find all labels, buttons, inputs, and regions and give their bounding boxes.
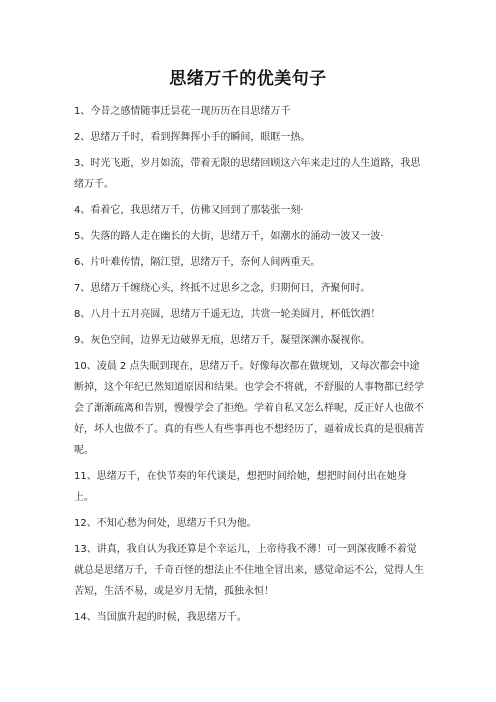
list-item: 1、今昔之感情随事迁昙花一现历历在目思绪万千 <box>74 106 291 117</box>
list-item: 12、不知心愁为何处，思绪万千只为他。 <box>74 518 257 529</box>
list-item: 10、凌晨 2 点失眠到现在，思绪万千。好像每次都在做规划，又每次都会中途断掉，这个年纪已然知道原因和结果。也学会不将就，不舒服的人事物都已经学会了渐渐疏离和告别，慢慢学会了拒绝。学着自私又怎么样呢，反正好人也做不好，坏人也做不了。真的有些人有些事再也不想经历了，逼着成长真的是很痛苦呢。 <box>74 361 424 456</box>
sentence-list <box>74 101 426 633</box>
list-item: 9、灰色空间，边界无边破界无痕，思绪万千，凝望深渊亦凝视你。 <box>74 335 371 346</box>
list-item: 11、思绪万千，在快节奏的年代谈是，想把时间给她，想把时间付出在她身上。 <box>74 471 407 503</box>
document-title: 思绪万千的优美句子 <box>169 69 327 89</box>
list-item: 4、看着它，我思绪万千，仿佛又回到了那装张一刻· <box>74 205 304 216</box>
list-item: 3、时光飞逝，岁月如流，带着无限的思绪回顾这六年来走过的人生道路，我思绪万千。 <box>74 158 421 190</box>
list-item: 8、八月十五月亮圆，思绪万千遥无边，共赏一轮美圆月，杯低饮酒！ <box>74 309 381 320</box>
list-item: 14、当国旗升起的时候，我思绪万千。 <box>74 612 247 623</box>
list-item: 5、失落的路人走在幽长的大街，思绪万千，如潮水的涌动一波又一波· <box>74 231 384 242</box>
list-item: 13、讲真，我自认为我还算是个幸运儿，上帝待我不薄！可一到深夜睡不着觉就总是思绪万千，千奇百怪的想法止不住地全冒出来，感觉命运不公，觉得人生苦短，生活不易，或是岁月无情，孤独永恒！ <box>74 544 424 597</box>
list-item: 7、思绪万千缠绕心头，终抵不过思乡之念，归期何日，齐聚何时。 <box>74 283 371 294</box>
list-item: 6、片叶难传情，隔江望，思绪万千，奈何人间两重天。 <box>74 257 321 268</box>
list-item: 2、思绪万千时，看到挥舞挥小手的瞬间，眼眶一热。 <box>74 132 311 143</box>
